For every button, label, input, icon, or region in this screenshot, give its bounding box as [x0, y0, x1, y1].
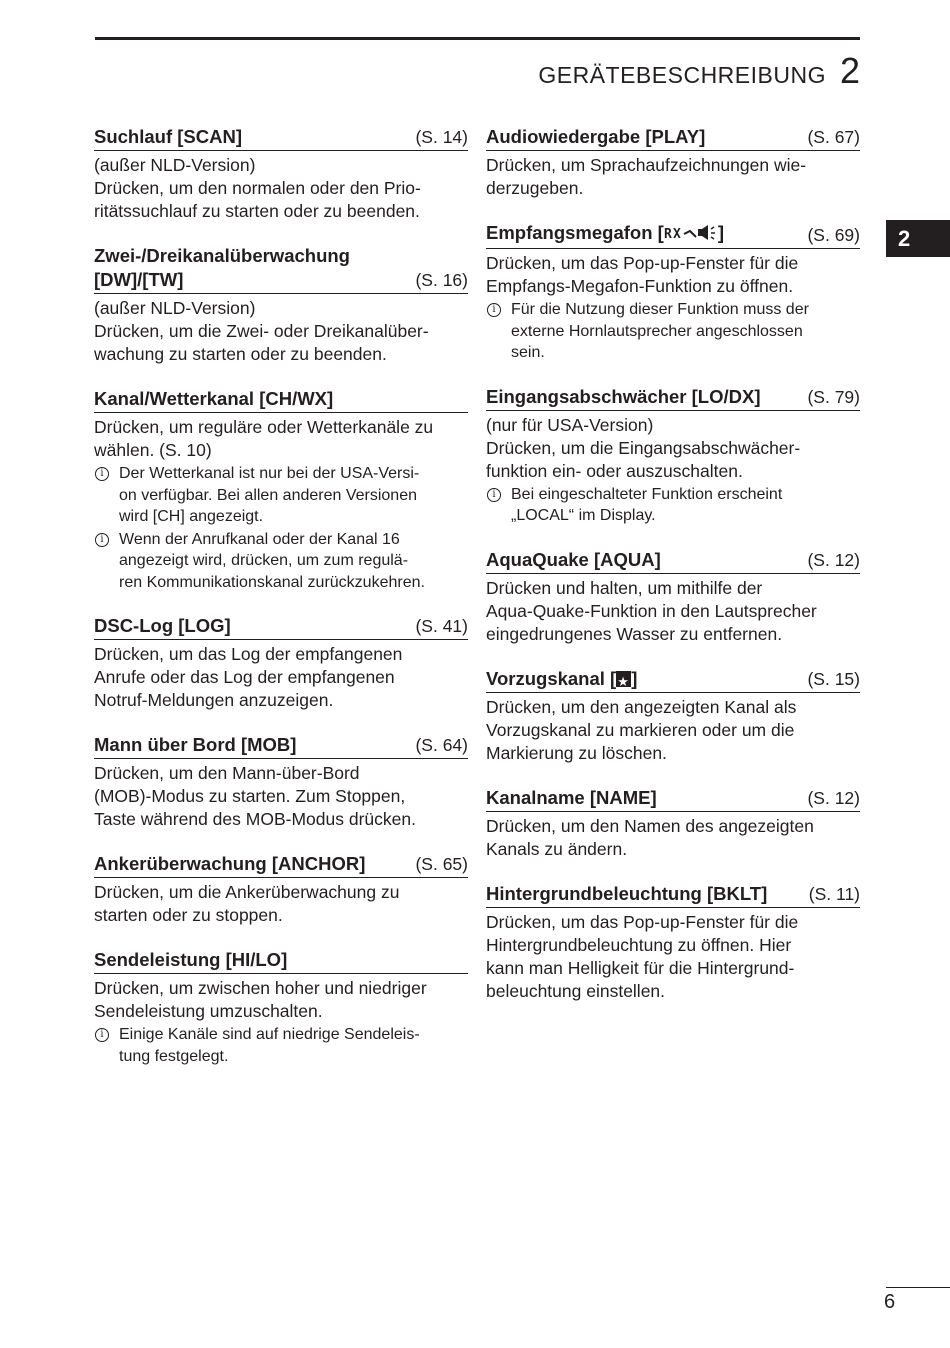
info-circle-icon: i [95, 467, 109, 481]
note [94, 529, 468, 594]
page-reference: (S. 69) [807, 225, 860, 245]
chapter-title: GERÄTEBESCHREIBUNG [538, 62, 826, 88]
section-title-end: ] [631, 667, 638, 689]
note-line: tung festgelegt. [119, 1047, 229, 1065]
body-line: wachung zu starten oder zu beenden. [94, 344, 387, 364]
body-line: Drücken, um Sprachaufzeichnungen wie- [486, 155, 807, 175]
body-line: Drücken, um die Zwei- oder Dreikanalüber- [94, 321, 429, 341]
body-line: (außer NLD-Version) [94, 298, 256, 318]
section-anchor [94, 852, 468, 927]
body-line: Drücken, um das Pop-up-Fenster für die [486, 253, 799, 273]
note-line: on verfügbar. Bei allen anderen Versionen [119, 486, 417, 504]
section-ch-wx [94, 387, 468, 593]
body-line: Notruf-Meldungen anzuzeigen. [94, 690, 334, 710]
note-line: sein. [511, 344, 545, 361]
section-favorite [486, 667, 860, 765]
page-reference: (S. 12) [807, 549, 860, 570]
body-line: Drücken, um die Eingangsabschwächer- [486, 437, 801, 458]
note [486, 299, 860, 364]
info-circle-icon: i [95, 1028, 109, 1042]
section-log [94, 614, 468, 712]
section-heading [94, 614, 468, 640]
body-line: Drücken, um den normalen oder den Prio- [94, 178, 421, 198]
svg-text:X: X [672, 227, 681, 241]
note-line: externe Hornlautsprecher angeschlossen [511, 322, 803, 340]
section-heading [486, 667, 860, 693]
body-line: derzugeben. [486, 178, 584, 198]
note-line: Bei eingeschalteter Funktion erscheint [511, 485, 783, 503]
body-line: Empfangs-Megafon-Funktion zu öffnen. [486, 276, 794, 296]
info-circle-icon: i [487, 303, 501, 317]
section-title: Sendeleistung [HI/LO] [94, 949, 288, 970]
section-title: Audiowiedergabe [PLAY] [486, 126, 706, 147]
section-rx-megaphone [486, 221, 860, 364]
section-bklt [486, 882, 860, 1003]
header-rule [95, 37, 860, 40]
page-reference: (S. 64) [415, 735, 468, 755]
section-heading [486, 548, 860, 574]
page-reference: (S. 14) [415, 127, 468, 147]
note [486, 484, 860, 527]
note [94, 1024, 468, 1067]
section-title-start: Empfangsmegafon [ [486, 222, 664, 243]
body-line: Kanals zu ändern. [486, 838, 628, 859]
info-circle-icon: i [95, 533, 109, 547]
section-heading [94, 125, 468, 151]
body-line: Drücken und halten, um mithilfe der [486, 577, 763, 598]
body-line: Markierung zu löschen. [486, 742, 667, 763]
note [94, 463, 468, 528]
right-column [486, 125, 860, 1024]
note-line: wird [CH] angezeigt. [119, 508, 264, 525]
section-lo-dx [486, 385, 860, 527]
section-heading [94, 948, 468, 974]
section-title: Eingangsabschwächer [LO/DX] [486, 385, 761, 407]
section-heading [94, 733, 468, 759]
section-title: Mann über Bord [MOB] [94, 734, 297, 755]
section-heading [94, 268, 468, 294]
body-line: Sendeleistung umzuschalten. [94, 1001, 323, 1021]
section-title: Suchlauf [SCAN] [94, 126, 242, 147]
section-title-start: Vorzugskanal [ [486, 667, 617, 689]
section-title: Kanal/Wetterkanal [CH/WX] [94, 388, 334, 409]
left-column [94, 125, 468, 1088]
section-hi-lo [94, 948, 468, 1067]
section-scan [94, 125, 468, 223]
section-title-end: ] [717, 222, 724, 243]
body-line: Taste während des MOB-Modus drücken. [94, 809, 416, 829]
page-reference: (S. 65) [415, 854, 468, 874]
section-heading [486, 385, 860, 411]
rx-megaphone-icon [664, 223, 718, 247]
page-reference: (S. 11) [808, 883, 860, 904]
section-mob [94, 733, 468, 831]
body-line: Drücken, um das Pop-up-Fenster für die [486, 911, 799, 932]
body-line: (MOB)-Modus zu starten. Zum Stoppen, [94, 786, 406, 806]
chapter-number: 2 [839, 50, 860, 91]
page-reference: (S. 15) [807, 668, 860, 689]
note-line: angezeigt wird, drücken, um zum regulä- [119, 552, 409, 569]
page-reference: (S. 67) [807, 127, 860, 147]
svg-text:R: R [663, 227, 672, 241]
section-aqua [486, 548, 860, 646]
section-title: Kanalname [NAME] [486, 786, 657, 808]
body-line: Drücken, um die Ankerüberwachung zu [94, 882, 400, 902]
body-line: Drücken, um den angezeigten Kanal als [486, 696, 797, 717]
section-title: AquaQuake [AQUA] [486, 548, 661, 570]
section-title: [DW]/[TW] [94, 269, 184, 290]
star-box-icon [616, 671, 631, 687]
section-play [486, 125, 860, 200]
page-reference: (S. 79) [807, 386, 860, 407]
page-reference: (S. 12) [807, 787, 860, 808]
body-line: Vorzugskanal zu markieren oder um die [486, 719, 795, 740]
section-heading [486, 221, 860, 249]
page-reference: (S. 16) [415, 270, 468, 290]
section-dw-tw [94, 244, 468, 366]
page-reference: (S. 41) [415, 616, 468, 636]
body-line: starten oder zu stoppen. [94, 905, 283, 925]
chapter-header [538, 50, 860, 98]
page-number: 6 [884, 1291, 896, 1313]
section-title: Ankerüberwachung [ANCHOR] [94, 853, 366, 874]
section-heading [486, 786, 860, 812]
body-line: beleuchtung einstellen. [486, 980, 666, 1001]
body-line: eingedrungenes Wasser zu entfernen. [486, 623, 783, 644]
footer-rule [886, 1287, 950, 1288]
section-name [486, 786, 860, 861]
section-heading [486, 125, 860, 151]
chapter-side-tab [886, 220, 950, 257]
section-heading [486, 882, 860, 908]
section-title: Hintergrundbeleuchtung [BKLT] [486, 882, 768, 904]
body-line: funktion ein- oder auszuschalten. [486, 460, 743, 481]
section-heading [94, 387, 468, 413]
info-circle-icon: i [487, 488, 501, 502]
body-line: Drücken, um den Namen des angezeigten [486, 815, 814, 836]
note-line: Der Wetterkanal ist nur bei der USA-Versi- [119, 465, 420, 482]
body-line: wählen. (S. 10) [94, 440, 212, 460]
section-title: DSC-Log [LOG] [94, 615, 231, 636]
body-line: Drücken, um den Mann-über-Bord [94, 763, 360, 783]
body-line: (außer NLD-Version) [94, 155, 256, 175]
body-line: Drücken, um zwischen hoher und niedriger [94, 978, 427, 998]
note-line: Einige Kanäle sind auf niedrige Sendeleis- [119, 1026, 420, 1043]
body-line: Drücken, um das Log der empfangenen [94, 644, 403, 664]
body-line: Hintergrundbeleuchtung zu öffnen. Hier [486, 934, 792, 955]
body-line: (nur für USA-Version) [486, 414, 654, 435]
chapter-side-tab-label: 2 [898, 225, 911, 251]
section-title [486, 221, 724, 247]
note-line: „LOCAL“ im Display. [511, 507, 656, 524]
body-line: Anrufe oder das Log der empfangenen [94, 667, 395, 687]
body-line: Aqua-Quake-Funktion in den Lautsprecher [486, 600, 817, 621]
body-line: Drücken, um reguläre oder Wetterkanäle zu [94, 417, 434, 437]
body-line: kann man Helligkeit für die Hintergrund- [486, 957, 795, 978]
note-line: ren Kommunikationskanal zurückzukehren. [119, 573, 425, 591]
body-line: ritätssuchlauf zu starten oder zu beenden. [94, 201, 420, 221]
note-line: Wenn der Anrufkanal oder der Kanal 16 [119, 530, 400, 548]
section-title-line: Zwei-/Dreikanalüberwachung [94, 245, 350, 266]
section-heading [94, 852, 468, 878]
section-title [486, 667, 637, 691]
note-line: Für die Nutzung dieser Funktion muss der [511, 301, 809, 318]
